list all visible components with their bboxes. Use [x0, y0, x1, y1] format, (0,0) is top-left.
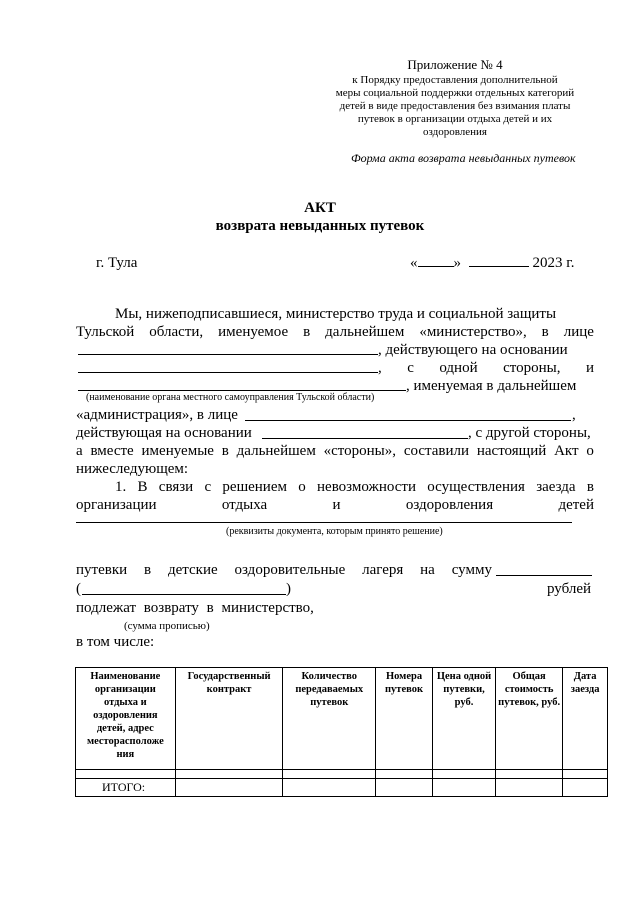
- col-total-cost: Общая стоимость путевок, руб.: [496, 668, 563, 770]
- basis-blank: [78, 372, 378, 373]
- table-cell: [175, 779, 283, 797]
- sum-digits-blank: [496, 575, 592, 576]
- table-cell: [376, 770, 433, 779]
- admin-basis-blank: [262, 438, 468, 439]
- date-open-quote: «: [410, 255, 418, 271]
- table-cell: [376, 779, 433, 797]
- table-cell: [563, 770, 608, 779]
- p1-line4: , с одной стороны, и: [378, 360, 594, 376]
- p1-line7-end: , с другой стороны,: [468, 425, 591, 441]
- date-field: [410, 254, 574, 272]
- table-cell: [433, 779, 496, 797]
- rep-name-blank: [78, 354, 378, 355]
- appendix-number: Приложение № 4: [407, 57, 503, 72]
- table-cell: [496, 779, 563, 797]
- act-subtitle: возврата невыданных путевок: [215, 218, 425, 234]
- total-label: ИТОГО:: [76, 779, 176, 797]
- currency-rubles: рублей: [547, 581, 592, 597]
- col-price: Цена одной путевки, руб.: [433, 668, 496, 770]
- table-cell: [76, 770, 176, 779]
- table-row: [76, 770, 608, 779]
- table-cell: [283, 779, 376, 797]
- sum-words-close: ): [286, 581, 291, 597]
- p1-line9: нижеследующем:: [76, 461, 189, 477]
- table-cell: [563, 779, 608, 797]
- place: г. Тула: [96, 255, 138, 271]
- hint-sum: (сумма прописью): [124, 620, 210, 632]
- p1-line6-comma: ,: [572, 407, 576, 423]
- table-cell: [175, 770, 283, 779]
- sum-words-blank: [82, 594, 286, 595]
- p1-line2: Тульской области, именуемое в дальнейшем «министерство», в лице: [76, 324, 594, 340]
- date-close-quote: »: [453, 255, 461, 271]
- vouchers-table: [75, 667, 608, 797]
- date-day-blank: [418, 266, 454, 267]
- col-contract: Государственный контракт: [175, 668, 283, 770]
- p1-line3: , действующего на основании: [378, 342, 568, 358]
- act-title: АКТ: [304, 200, 336, 216]
- col-arrival-date: Дата заезда: [563, 668, 608, 770]
- admin-rep-blank: [245, 420, 571, 421]
- table-cell: [496, 770, 563, 779]
- p2-line1: 1. В связи с решением о невозможности осуществления заезда в: [115, 479, 594, 495]
- date-month-blank: [469, 266, 529, 267]
- table-cell: [283, 770, 376, 779]
- sum-words-open: (: [76, 581, 81, 597]
- col-quantity: Количество передаваемых путевок: [283, 668, 376, 770]
- form-name: Форма акта возврата невыданных путевок: [351, 151, 576, 165]
- p1-line8: а вместе именуемые в дальнейшем «стороны», составили настоящий Акт о: [76, 443, 594, 459]
- col-numbers: Номера путевок: [376, 668, 433, 770]
- table-total-row: [76, 779, 608, 797]
- p1-line7: действующая на основании: [76, 425, 252, 441]
- p3-line1: путевки в детские оздоровительные лагеря на сумму: [76, 562, 492, 578]
- date-year: 2023 г.: [532, 255, 575, 271]
- hint-doc: (реквизиты документа, которым принято решение): [226, 526, 443, 537]
- p1-line1: Мы, нижеподписавшиеся, министерство труда и социальной защиты: [115, 306, 557, 322]
- table-cell: [433, 770, 496, 779]
- p3-line4: в том числе:: [76, 634, 155, 650]
- municipal-org-blank: [78, 390, 406, 391]
- appendix-text: к Порядку предоставления дополнительной меры социальной поддержки отдельных категорий детей в виде предоставления без взимания платы путевок в организации отдыха детей и их оздоровления: [335, 74, 575, 138]
- hint-org: (наименование органа местного самоуправления Тульской области): [86, 392, 375, 403]
- decision-document-blank: [76, 522, 572, 523]
- p3-line3: подлежат возврату в министерство,: [76, 600, 314, 616]
- p2-line2: организации отдыха и оздоровления детей: [76, 497, 594, 513]
- table-header-row: [76, 668, 608, 770]
- p1-line5: , именуемая в дальнейшем: [406, 378, 577, 394]
- col-organization: Наименование организации отдыха и оздоровления детей, адрес месторасположе ния: [76, 668, 176, 770]
- p1-line6: «администрация», в лице: [76, 407, 238, 423]
